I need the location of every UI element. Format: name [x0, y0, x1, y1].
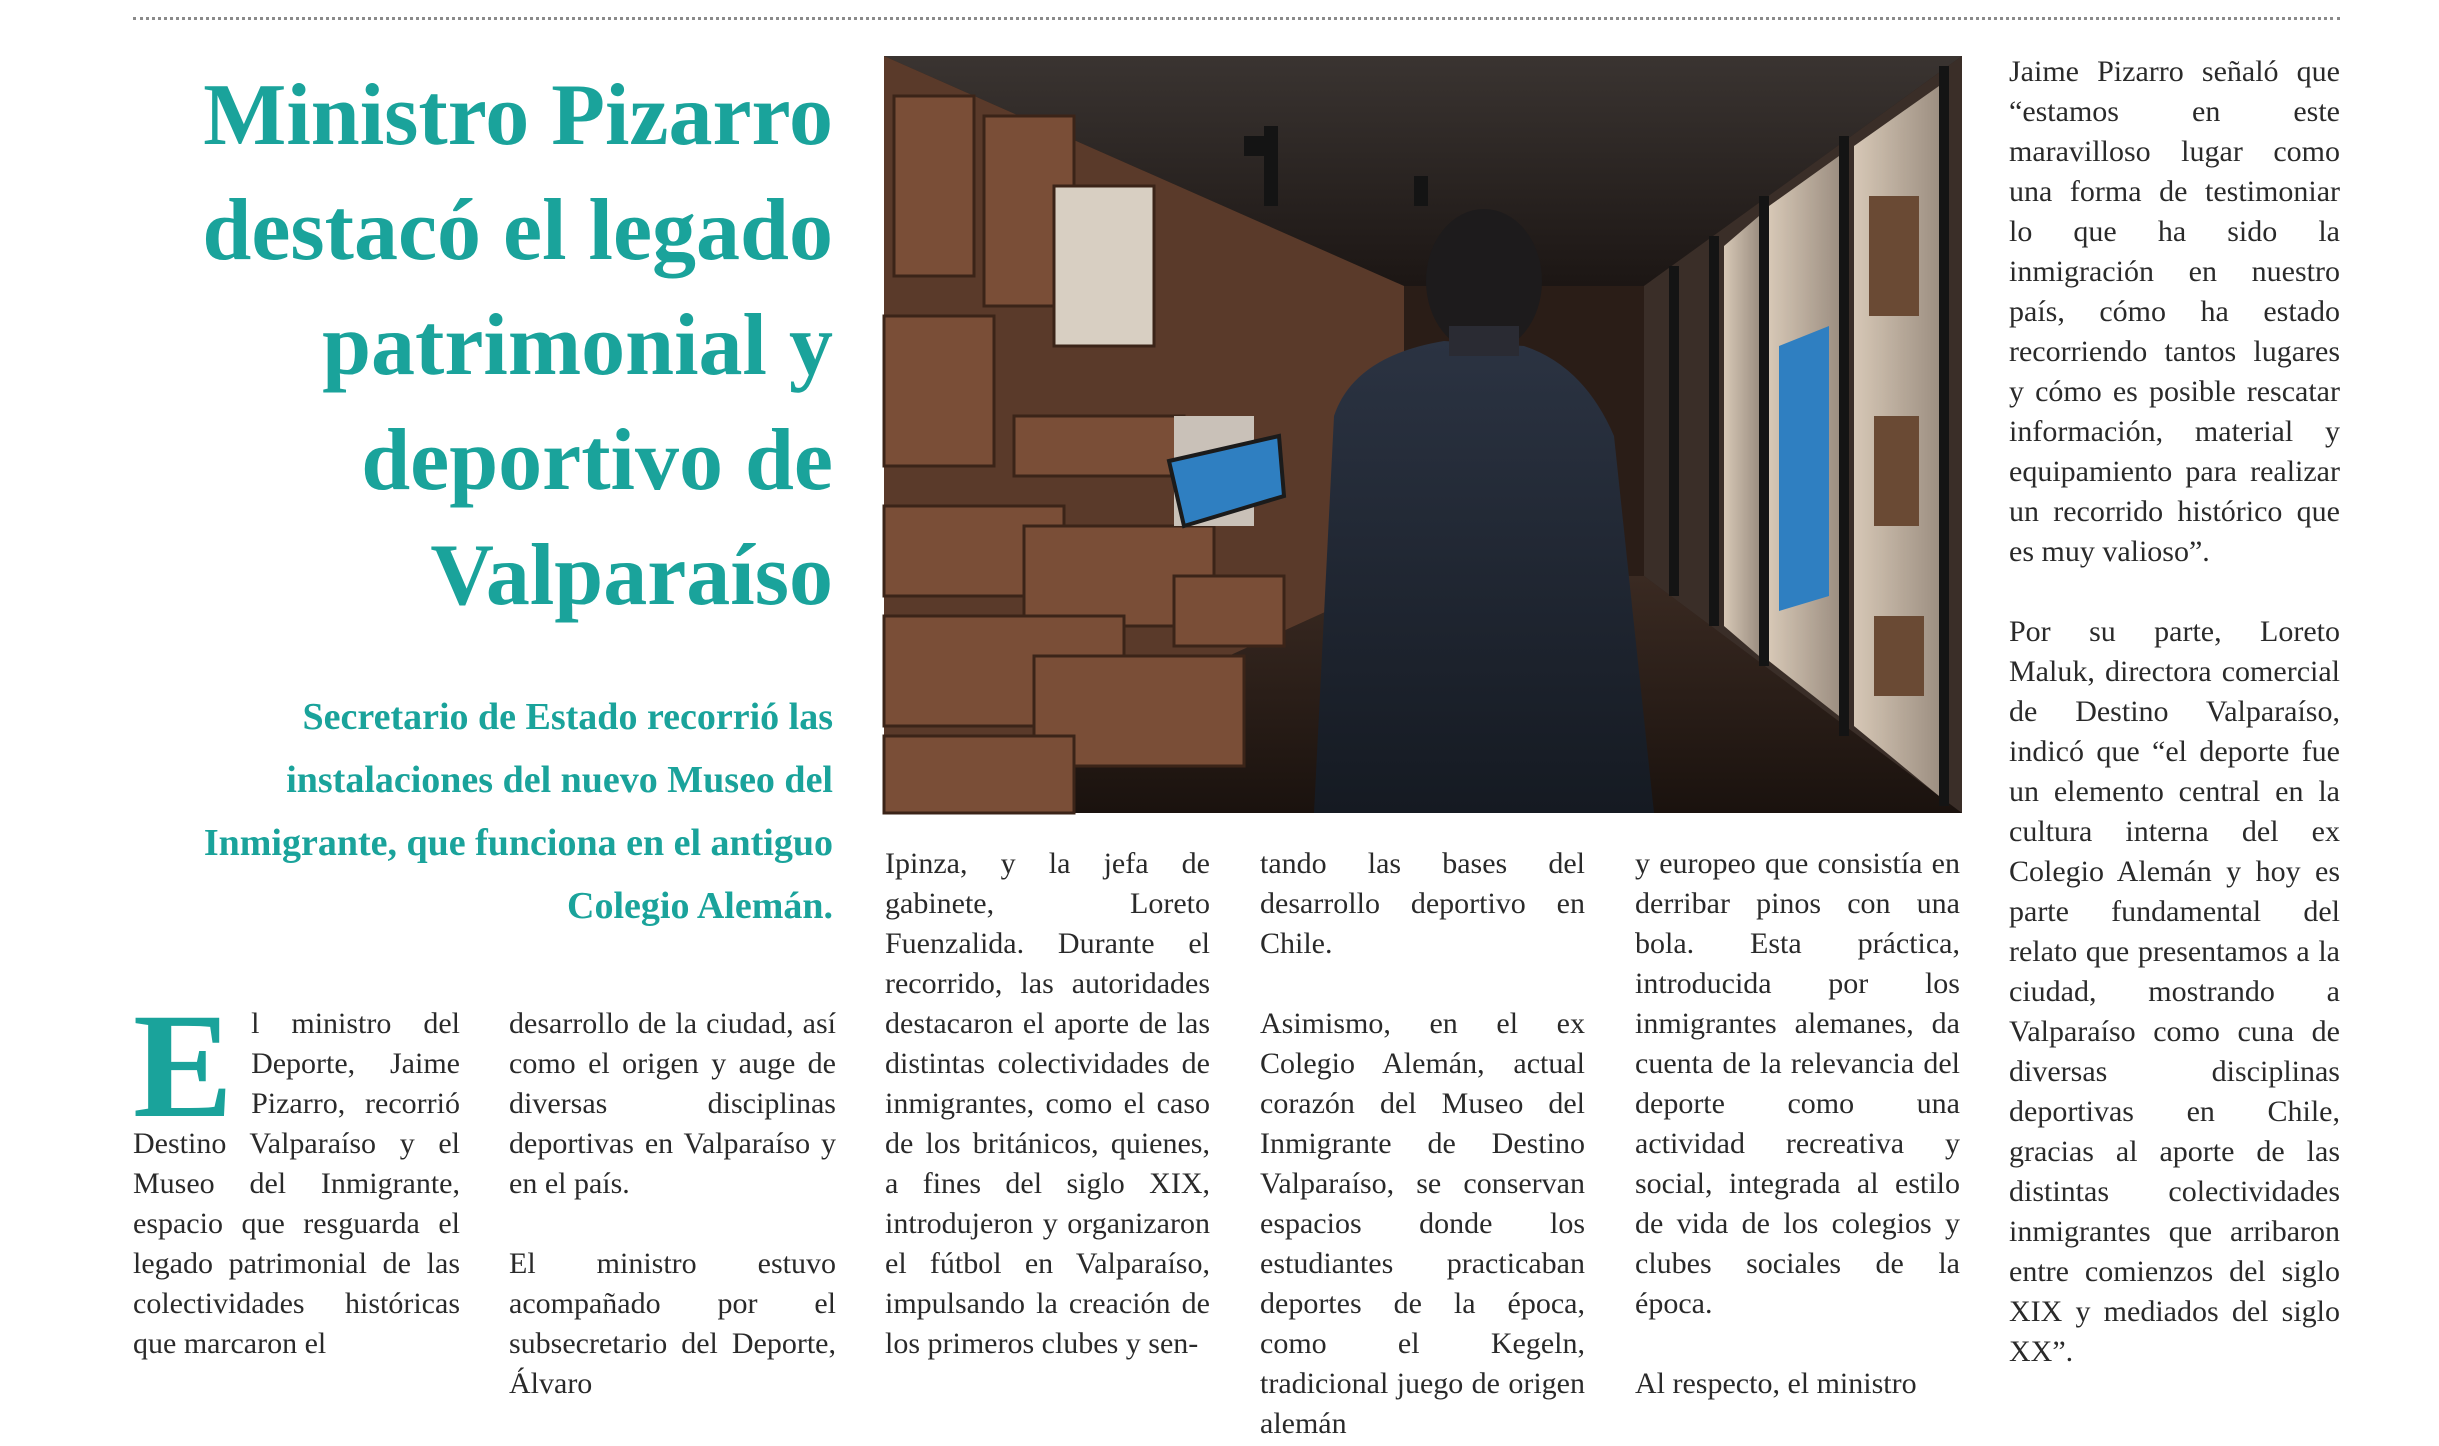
subheadline: Secretario de Estado recorrió las instalaciones del nuevo Museo del Inmigrante, que funciona en el antiguo Colegio Alemán. — [203, 696, 833, 927]
column-1-paragraph-1: l ministro del Deporte, Jaime Pizarro, recorrió Destino Valparaíso y el Museo del Inmigrante, espacio que resguarda el legado patrimonial de las colectividades históricas que marcaron el — [133, 1007, 460, 1360]
top-dotted-rule — [133, 17, 2340, 20]
museum-photo-illustration — [884, 56, 1962, 813]
column-3-paragraph-1: Ipinza, y la jefa de gabinete, Loreto Fuenzalida. Durante el recorrido, las autoridades destacaron el aporte de las distintas colectividades de inmigrantes, como el caso de los británicos, quienes, a fines del siglo XIX, introdujeron y organizaron el fútbol en Valparaíso, impulsando la creación de los primeros clubes y sen- — [885, 847, 1210, 1360]
column-6-paragraph-2: Por su parte, Loreto Maluk, directora comercial de Destino Valparaíso, indicó que “el deporte fue un elemento central en la cultura interna del ex Colegio Alemán y hoy es parte fundamental del relato que presentamos a la ciudad, mostrando a Valparaíso como cuna de diversas disciplinas deportivas en Chile, gracias al aporte de las distintas colectividades inmigrantes que arribaron entre comienzos del siglo XIX y mediados del siglo XX”. — [2009, 615, 2340, 1368]
column-4-paragraph-2: Asimismo, en el ex Colegio Alemán, actual corazón del Museo del Inmigrante de Destino Valparaíso, se conservan espacios donde los estudiantes practicaban deportes de la época, como el Kegeln, tradicional juego de origen alemán — [1260, 1007, 1585, 1440]
column-5-paragraph-2: Al respecto, el ministro — [1635, 1367, 1917, 1400]
column-6 — [2009, 52, 2340, 1372]
article-photo — [884, 56, 1962, 813]
column-3 — [885, 844, 1210, 1369]
column-4-paragraph-1: tando las bases del desarrollo deportivo en Chile. — [1260, 847, 1585, 960]
column-2-paragraph-1: desarrollo de la ciudad, así como el origen y auge de diversas disciplinas deportivas en Valparaíso y en el país. — [509, 1007, 836, 1200]
column-2 — [509, 1004, 836, 1400]
column-4 — [1260, 844, 1585, 1440]
column-6-paragraph-1: Jaime Pizarro señaló que “estamos en este maravilloso lugar como una forma de testimoniar lo que ha sido la inmigración en nuestro país, cómo ha estado recorriendo tantos lugares y cómo es posible rescatar información, material y equipamiento para realizar un recorrido histórico que es muy valioso”. — [2009, 55, 2340, 568]
drop-cap: E — [133, 983, 234, 1149]
column-1 — [133, 983, 460, 1369]
column-2-paragraph-2: El ministro estuvo acompañado por el subsecretario del Deporte, Álvaro — [509, 1247, 836, 1400]
headline: Ministro Pizarro destacó el legado patrimonial y deportivo de Valparaíso — [202, 67, 833, 624]
column-5 — [1635, 844, 1960, 1400]
column-5-paragraph-1: y europeo que consistía en derribar pinos con una bola. Esta práctica, introducida por los inmigrantes alemanes, da cuenta de la relevancia del deporte como una actividad recreativa y social, integrada al estilo de vida de los colegios y clubes sociales de la época. — [1635, 847, 1960, 1320]
